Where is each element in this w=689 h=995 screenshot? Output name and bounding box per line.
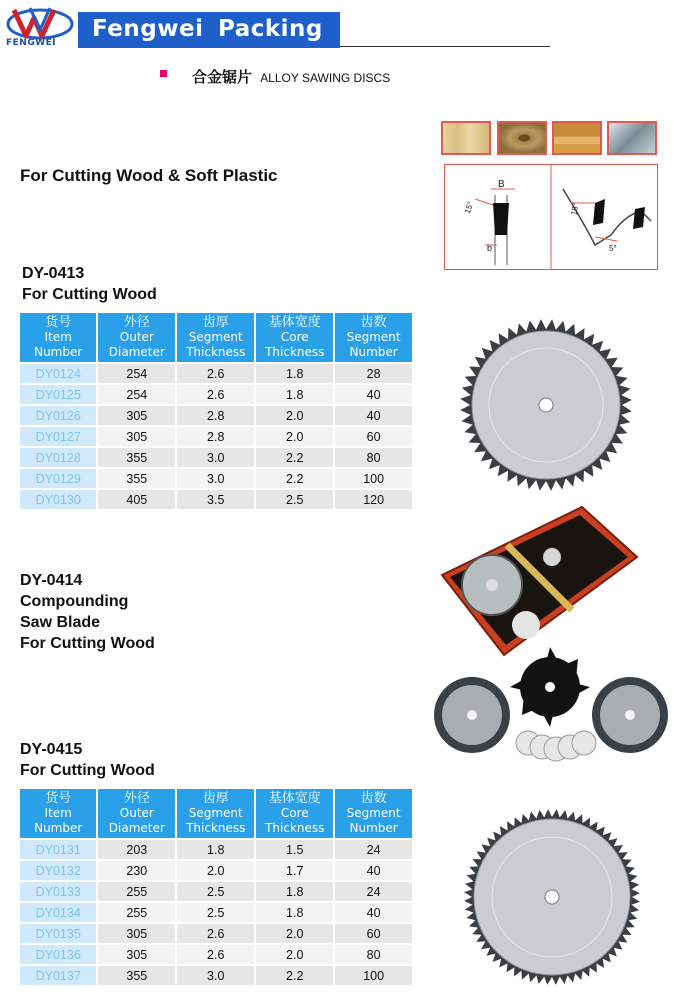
header-rule	[340, 46, 550, 47]
outer-diameter: 355	[97, 447, 176, 468]
outer-diameter: 255	[97, 902, 176, 923]
segment-thickness: 3.5	[176, 489, 255, 510]
segment-thickness: 2.6	[176, 384, 255, 405]
col-segment-thickness: 齿厚 Segment Thickness	[176, 312, 255, 363]
subtitle-en: ALLOY SAWING DISCS	[260, 71, 391, 85]
core-thickness: 2.0	[255, 426, 334, 447]
item-number: DY0124	[19, 363, 97, 384]
segment-number: 120	[334, 489, 413, 510]
dy0414-line3: For Cutting Wood	[20, 635, 155, 652]
segment-number: 24	[334, 881, 413, 902]
col-item-number: 货号 Item Number	[19, 312, 97, 363]
outer-diameter: 254	[97, 384, 176, 405]
table-row	[19, 405, 413, 426]
label-b: B	[498, 179, 505, 190]
page-subtitle	[192, 66, 390, 87]
dy0415-desc: For Cutting Wood	[20, 762, 155, 779]
outer-diameter: 355	[97, 468, 176, 489]
item-number: DY0128	[19, 447, 97, 468]
segment-thickness: 1.8	[176, 839, 255, 860]
table-row	[19, 363, 413, 384]
core-thickness: 2.2	[255, 965, 334, 986]
core-thickness: 2.0	[255, 944, 334, 965]
subtitle-cn: 合金锯片	[192, 68, 253, 86]
outer-diameter: 254	[97, 363, 176, 384]
outer-diameter: 203	[97, 839, 176, 860]
core-thickness: 1.8	[255, 384, 334, 405]
core-thickness: 2.5	[255, 489, 334, 510]
segment-thickness: 2.0	[176, 860, 255, 881]
outer-diameter: 255	[97, 881, 176, 902]
logo-text: FENGWEI	[6, 38, 57, 48]
core-thickness: 1.8	[255, 881, 334, 902]
core-thickness: 1.8	[255, 902, 334, 923]
dy0413-desc: For Cutting Wood	[22, 286, 157, 303]
col-segment-thickness: 齿厚 Segment Thickness	[176, 788, 255, 839]
outer-diameter: 305	[97, 405, 176, 426]
core-thickness: 2.2	[255, 447, 334, 468]
section-title: For Cutting Wood & Soft Plastic	[20, 166, 278, 185]
dy0414-line1: Compounding	[20, 593, 129, 610]
item-number: DY0135	[19, 923, 97, 944]
table-row	[19, 923, 413, 944]
label-18: 18°	[569, 202, 581, 216]
segment-number: 40	[334, 384, 413, 405]
outer-diameter: 305	[97, 944, 176, 965]
bullet-icon	[160, 70, 167, 77]
segment-number: 40	[334, 902, 413, 923]
segment-thickness: 2.6	[176, 923, 255, 944]
segment-number: 100	[334, 965, 413, 986]
table-row	[19, 881, 413, 902]
tooth-geometry-diagram	[444, 164, 658, 270]
table-header-row	[19, 312, 413, 363]
dy0414-line2: Saw Blade	[20, 614, 101, 631]
segment-thickness: 2.8	[176, 426, 255, 447]
table-row	[19, 944, 413, 965]
table-row	[19, 426, 413, 447]
segment-number: 40	[334, 860, 413, 881]
segment-thickness: 2.5	[176, 881, 255, 902]
table-row	[19, 965, 413, 986]
table-row	[19, 468, 413, 489]
segment-number: 80	[334, 447, 413, 468]
col-segment-number: 齿数 Segment Number	[334, 788, 413, 839]
core-thickness: 1.8	[255, 363, 334, 384]
segment-thickness: 2.5	[176, 902, 255, 923]
segment-thickness: 3.0	[176, 468, 255, 489]
core-thickness: 1.5	[255, 839, 334, 860]
segment-number: 40	[334, 405, 413, 426]
core-thickness: 2.0	[255, 923, 334, 944]
table-row	[19, 839, 413, 860]
table-row	[19, 902, 413, 923]
segment-thickness: 2.6	[176, 944, 255, 965]
outer-diameter: 405	[97, 489, 176, 510]
outer-diameter: 305	[97, 426, 176, 447]
saw-blade-photo	[454, 318, 638, 492]
segment-number: 60	[334, 426, 413, 447]
dy0414-heading	[20, 570, 155, 654]
item-number: DY0137	[19, 965, 97, 986]
dy0414-model: DY-0414	[20, 572, 83, 589]
col-outer-diameter: 外径 Outer Diameter	[97, 788, 176, 839]
segment-thickness: 3.0	[176, 447, 255, 468]
table-header-row	[19, 788, 413, 839]
segment-number: 60	[334, 923, 413, 944]
segment-thickness: 3.0	[176, 965, 255, 986]
segment-number: 80	[334, 944, 413, 965]
dy0415-model: DY-0415	[20, 741, 83, 758]
item-number: DY0127	[19, 426, 97, 447]
pine-wood-swatch	[441, 121, 491, 155]
item-number: DY0132	[19, 860, 97, 881]
col-core-thickness: 基体宽度 Core Thickness	[255, 312, 334, 363]
core-thickness: 1.7	[255, 860, 334, 881]
col-core-thickness: 基体宽度 Core Thickness	[255, 788, 334, 839]
segment-thickness: 2.6	[176, 363, 255, 384]
item-number: DY0136	[19, 944, 97, 965]
item-number: DY0131	[19, 839, 97, 860]
dy0413-model: DY-0413	[22, 265, 85, 282]
segment-number: 24	[334, 839, 413, 860]
outer-diameter: 355	[97, 965, 176, 986]
segment-thickness: 2.8	[176, 405, 255, 426]
item-number: DY0126	[19, 405, 97, 426]
item-number: DY0129	[19, 468, 97, 489]
dy0413-heading	[22, 263, 157, 305]
item-number: DY0133	[19, 881, 97, 902]
fine-tooth-blade-photo	[462, 806, 642, 988]
brand-name: Fengwei Packing	[92, 16, 323, 42]
dy0415-heading	[20, 739, 155, 781]
label-b-small: b	[487, 243, 493, 253]
knot-wood-swatch	[497, 121, 547, 155]
item-number: DY0134	[19, 902, 97, 923]
outer-diameter: 305	[97, 923, 176, 944]
compounding-kit-photo	[432, 505, 677, 770]
item-number: DY0130	[19, 489, 97, 510]
segment-number: 28	[334, 363, 413, 384]
plastic-swatch	[607, 121, 657, 155]
core-thickness: 2.0	[255, 405, 334, 426]
col-segment-number: 齿数 Segment Number	[334, 312, 413, 363]
core-thickness: 2.2	[255, 468, 334, 489]
table-row	[19, 384, 413, 405]
label-15: 15°	[462, 200, 476, 215]
outer-diameter: 230	[97, 860, 176, 881]
table-row	[19, 489, 413, 510]
label-5: 5°	[609, 244, 617, 253]
col-outer-diameter: 外径 Outer Diameter	[97, 312, 176, 363]
segment-number: 100	[334, 468, 413, 489]
item-number: DY0125	[19, 384, 97, 405]
table-row	[19, 447, 413, 468]
table-row	[19, 860, 413, 881]
dy0413-spec-table	[18, 311, 414, 511]
saw-blade-drawing	[454, 318, 638, 492]
dy0415-spec-table	[18, 787, 414, 987]
laminated-board-swatch	[552, 121, 602, 155]
col-item-number: 货号 Item Number	[19, 788, 97, 839]
